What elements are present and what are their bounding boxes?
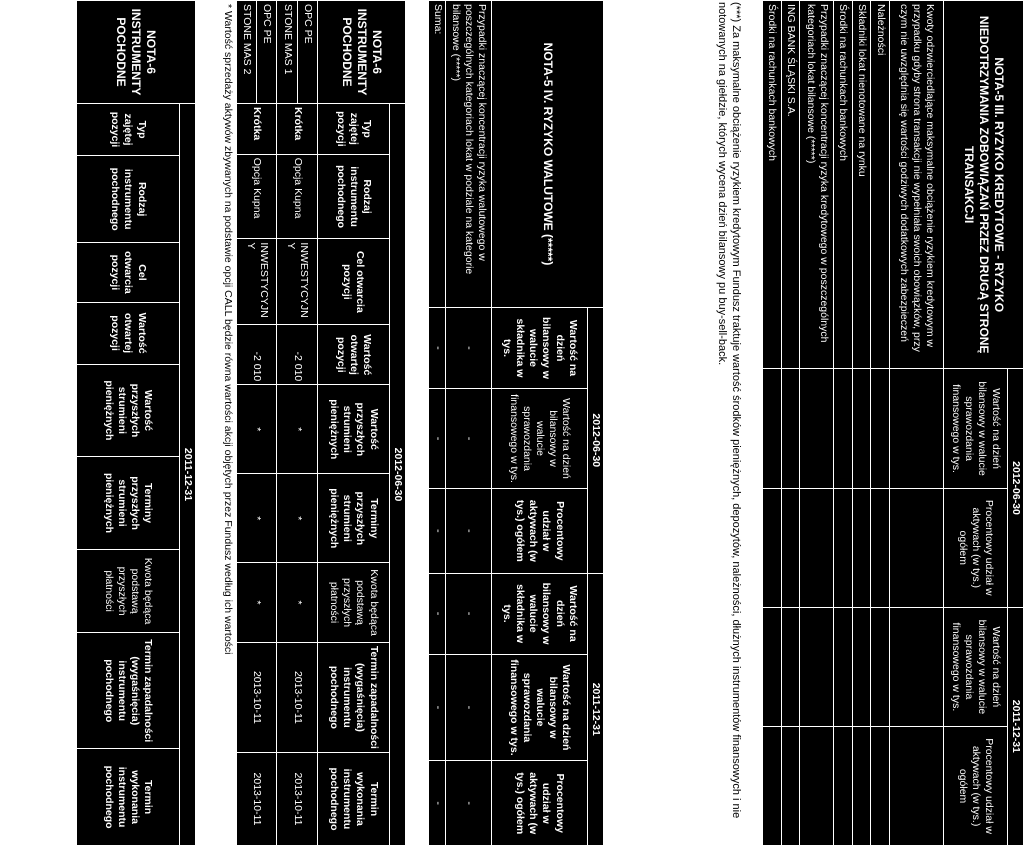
cell-name: STONE MAS 1: [277, 1, 297, 104]
cell-open-value: -2 010: [237, 325, 277, 385]
h-expiry: Termin zapadalności (wygaśnięcia) instrumentu pochodnego: [77, 633, 180, 749]
cell-dash: -: [429, 573, 446, 654]
cell-cash-terms: *: [237, 474, 277, 563]
cell-kind: Opcja Kupna: [277, 154, 317, 239]
nota6-derivatives-2011-table: [76, 0, 196, 846]
row-sum: Suma:: [429, 1, 446, 308]
h-open-value: Wartość otwartej pozycji: [317, 325, 389, 385]
row-receivables: Należności: [871, 1, 890, 369]
nota5-credit-risk-table: [762, 0, 1024, 846]
cell-amount: *: [237, 563, 277, 643]
nota5-credit-risk-section: [762, 0, 1024, 846]
nota5-currency-risk-section: [429, 0, 604, 846]
h-cash-terms: Terminy przyszłych strumieni pieniężnych: [77, 457, 180, 550]
footnote-text: * Wartość sprzedaży aktywów zbywanych na podstawie opcji CALL będzie równa wartości akcji objętych przez Fundusz według ich wartości: [222, 4, 234, 655]
col-share-2011: Procentowy udział w aktywach (w tys.) ogółem: [491, 761, 587, 846]
cell-dash: -: [429, 388, 446, 488]
row-max-exposure: Kwoty odzwierciedlające maksymalne obciążenie ryzykiem kredytowym w przypadku gdyby strona transakcji nie wypełniała swoich obowiązków, przy czym nie uwzględnia się wartości godziwych dodatkowych zabezpieczeń: [889, 1, 943, 369]
nota5-currency-risk-title: NOTA-5 IV. RYZYKO WALUTOWE (*****): [491, 1, 603, 308]
nota5-currency-risk-table: [428, 0, 604, 846]
cell-dash: -: [429, 308, 446, 389]
title-line: INSTRUMENTY: [129, 8, 144, 96]
credit-risk-footnote: [715, 2, 743, 842]
title-line: NIEDOTRZYMANIA ZOBOWIĄZAŃ PRZEZ DRUGĄ STRONĘ: [976, 15, 991, 354]
h-cash-value: Wartość przyszłych strumieni pieniężnych: [317, 385, 389, 474]
period-2011-header: 2011-12-31: [179, 104, 195, 846]
nota6-title: [77, 1, 196, 104]
cell-cash-value: *: [277, 385, 317, 474]
cell-cash-terms: *: [277, 474, 317, 563]
cell-dash: -: [445, 573, 491, 654]
cell-type: Krótka: [237, 104, 277, 155]
h-open-value: Wartość otwartej pozycji: [77, 302, 180, 364]
title-line: NOTA-6: [144, 30, 159, 74]
h-amount: Kwota będąca podstawą przyszłych płatności: [77, 549, 180, 632]
cell-dash: -: [445, 489, 491, 574]
title-line: POCHODNE: [339, 17, 354, 87]
col-value-2012: Wartość na dzień bilansowy w walucie sprawozdania finansowego w tys.: [491, 388, 587, 488]
period-2012-header: 2012-06-30: [389, 104, 405, 846]
nota5-credit-risk-title: [943, 1, 1023, 369]
cell-purpose: INWESTYCYJN Y: [237, 239, 277, 325]
row-currency-concentration: Przypadki znaczącej koncentracji ryzyka walutowego w poszczególnych kategoriach lokat w podziale na kategorie bilansowe (*****): [445, 1, 491, 308]
h-purpose: Cel otwarcia pozycji: [317, 239, 389, 325]
h-purpose: Cel otwarcia pozycji: [77, 243, 180, 302]
col-share-2012: Procentowy udział w aktywach (w tys.) ogółem: [943, 488, 1007, 607]
h-type: Typ zajętej pozycji: [317, 104, 389, 155]
title-line: INSTRUMENTY: [354, 8, 369, 96]
cell-dash: -: [429, 654, 446, 761]
cell-dash: -: [429, 489, 446, 574]
title-line: POCHODNE: [114, 17, 129, 87]
h-cash-value: Wartość przyszłych strumieni pieniężnych: [77, 364, 180, 457]
h-kind: Rodzaj instrumentu pochodnego: [317, 154, 389, 239]
cell-dash: -: [445, 761, 491, 846]
cell-cash-value: *: [237, 385, 277, 474]
cell-amount: *: [277, 563, 317, 643]
cell-exercise: 2013-10-11: [277, 753, 317, 846]
h-cash-terms: Terminy przyszłych strumieni pieniężnych: [317, 474, 389, 563]
nota6-title: [317, 1, 405, 104]
period-2011-header: 2011-12-31: [1007, 607, 1023, 845]
nota6-derivatives-2012-section: [236, 0, 406, 846]
row-concentration: Przypadki znaczącej koncentracji ryzyka kredytowego w poszczególnych kategoriach lokat bilansowe (*****): [800, 1, 834, 369]
cell-dash: -: [445, 654, 491, 761]
title-line: NOTA-6: [369, 30, 384, 74]
row-bank-accounts-2: Środki na rachunkach bankowych: [763, 1, 782, 369]
table-row: [297, 1, 317, 846]
h-amount: Kwota będąca podstawą przyszłych płatności: [317, 563, 389, 643]
nota6-derivatives-2011-section: [76, 0, 196, 846]
cell-name: STONE MAS 2: [237, 1, 257, 104]
cell-exercise: 2013-10-11: [237, 753, 277, 846]
nota6-derivatives-2012-table: [236, 0, 406, 846]
title-line: NOTA-5 III. RYZYKO KREDYTOWE - RYZYKO: [991, 57, 1006, 313]
h-expiry: Termin zapadalności (wygaśnięcia) instrumentu pochodnego: [317, 642, 389, 752]
h-exercise: Termin wykonania instrumentu pochodnego: [317, 753, 389, 846]
title-line: TRANSAKCJI: [961, 146, 976, 224]
derivatives-footnote: [221, 4, 234, 844]
cell-type: Krótka: [277, 104, 317, 155]
cell-expiry: 2013-10-11: [277, 642, 317, 752]
col-value-2011: Wartość na dzień bilansowy w walucie sprawozdania finansowego w tys.: [943, 607, 1007, 726]
cell-kind: Opcja Kupna: [237, 154, 277, 239]
row-ing-bank: ING BANK ŚLĄSKI S.A.: [781, 1, 800, 369]
period-2012-header: 2012-06-30: [1007, 369, 1023, 607]
col-share-2011: Procentowy udział w aktywach (w tys.) ogółem: [943, 727, 1007, 846]
col-value-2011: Wartość na dzień bilansowy w walucie sprawozdania finansowego w tys.: [491, 654, 587, 761]
row-unlisted-assets: Składniki lokat nienotowane na rynku: [852, 1, 871, 369]
cell-expiry: 2013-10-11: [237, 642, 277, 752]
period-2012-header: 2012-06-30: [587, 308, 603, 574]
cell-dash: -: [445, 388, 491, 488]
cell-purpose: INWESTYCYJN Y: [277, 239, 317, 325]
col-value-comp-2011: Wartość na dzień bilansowy w walucie składnika w tys.: [491, 573, 587, 654]
cell-name: OPC PE: [257, 1, 277, 104]
period-2011-header: 2011-12-31: [587, 573, 603, 845]
col-value-2012: Wartość na dzień bilansowy w walucie sprawozdania finansowego w tys.: [943, 369, 1007, 488]
cell-name: OPC PE: [297, 1, 317, 104]
table-row: [257, 1, 277, 846]
cell-dash: -: [445, 308, 491, 389]
h-kind: Rodzaj instrumentu pochodnego: [77, 156, 180, 243]
cell-open-value: -2 010: [277, 325, 317, 385]
h-type: Typ zajętej pozycji: [77, 104, 180, 156]
col-share-2012: Procentowy udział w aktywach (w tys.) ogółem: [491, 489, 587, 574]
cell-dash: -: [429, 761, 446, 846]
row-bank-accounts: Środki na rachunkach bankowych: [834, 1, 853, 369]
h-exercise: Termin wykonania instrumentu pochodnego: [77, 749, 180, 846]
footnote-text: (***) Za maksymalne obciążenie ryzykiem kredytowym Fundusz traktuje wartość środków pieniężnych, depozytów, należności, dłużnych instrumentów finansowych i nie notowanych na giełdzie, których wycena dzień bilansowy pu buy-sell-back.: [716, 2, 742, 819]
col-value-comp-2012: Wartość na dzień bilansowy w walucie składnika w tys.: [491, 308, 587, 389]
